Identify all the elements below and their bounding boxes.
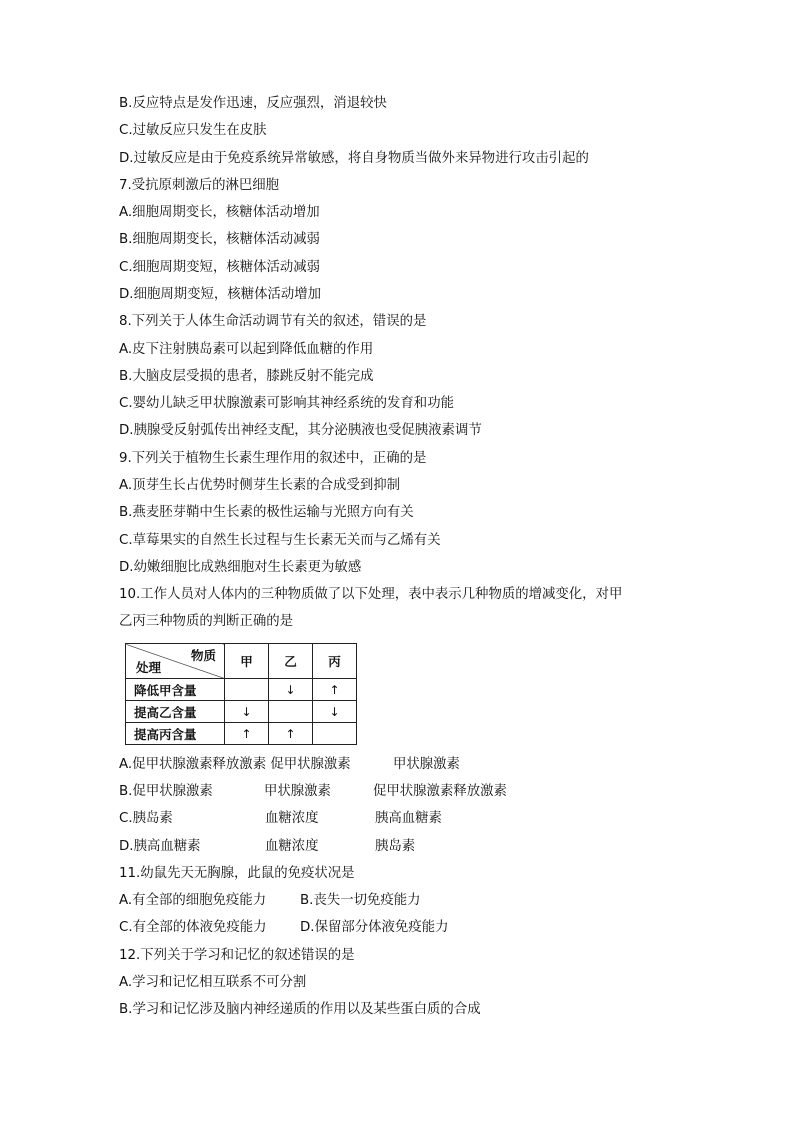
q6-option-d: D.过敏反应是由于免疫系统异常敏感，将自身物质当做外来异物进行攻击引起的: [119, 151, 589, 166]
table-cell: ↑: [225, 723, 269, 745]
q7-option-c: C.细胞周期变短，核糖体活动减弱: [119, 260, 321, 275]
table-row: [126, 723, 357, 745]
option-text: B.促甲状腺激素: [119, 784, 213, 799]
q10-option-a: [119, 755, 679, 775]
table-row: [126, 701, 357, 723]
option-text: C.胰岛素: [119, 811, 173, 826]
option-text: A.有全部的细胞免疫能力: [119, 893, 267, 908]
option-text: D.保留部分体液免疫能力: [300, 920, 449, 935]
q9-option-d: D.幼嫩细胞比成熟细胞对生长素更为敏感: [119, 560, 362, 575]
option-text: A.促甲状腺激素释放激素 促甲状腺激素: [119, 757, 351, 772]
q9-option-c: C.草莓果实的自然生长过程与生长素无关而与乙烯有关: [119, 533, 441, 548]
column-header: 乙: [269, 644, 313, 679]
option-text: D.胰高血糖素: [119, 839, 201, 854]
q11-options-row1: [119, 891, 679, 911]
column-header: 丙: [313, 644, 357, 679]
q8-option-c: C.婴幼儿缺乏甲状腺激素可影响其神经系统的发育和功能: [119, 396, 454, 411]
option-text: 胰高血糖素: [375, 811, 442, 826]
table-corner-cell: [126, 644, 225, 679]
table-cell: [313, 723, 357, 745]
q9-stem: 9.下列关于植物生长素生理作用的叙述中，正确的是: [119, 451, 427, 466]
q9-option-a: A.顶芽生长占优势时侧芽生长素的合成受到抑制: [119, 478, 400, 493]
q10-option-d: [119, 837, 679, 857]
q11-stem: 11.幼鼠先天无胸腺，此鼠的免疫状况是: [119, 866, 355, 881]
table-cell: [225, 679, 269, 701]
table-cell: ↑: [269, 723, 313, 745]
table-row: [126, 679, 357, 701]
q10-option-b: [119, 782, 679, 802]
column-header: 甲: [225, 644, 269, 679]
row-header: 降低甲含量: [126, 679, 225, 701]
option-text: 促甲状腺激素释放激素: [373, 784, 507, 799]
option-text: 血糖浓度: [265, 811, 319, 826]
q10-stem-line1: 10.工作人员对人体内的三种物质做了以下处理，表中表示几种物质的增减变化，对甲: [119, 587, 623, 602]
q8-stem: 8.下列关于人体生命活动调节有关的叙述，错误的是: [119, 314, 427, 329]
q12-option-b: B.学习和记忆涉及脑内神经递质的作用以及某些蛋白质的合成: [119, 1002, 481, 1017]
q10-table: [125, 643, 357, 745]
option-text: 胰岛素: [375, 839, 416, 854]
q8-option-d: D.胰腺受反射弧传出神经支配，其分泌胰液也受促胰液素调节: [119, 423, 482, 438]
corner-bottom-label: 处理: [136, 660, 162, 675]
option-text: 血糖浓度: [265, 839, 319, 854]
table-cell: ↑: [313, 679, 357, 701]
q12-stem: 12.下列关于学习和记忆的叙述错误的是: [119, 948, 355, 963]
q7-option-a: A.细胞周期变长，核糖体活动增加: [119, 205, 320, 220]
q7-option-b: B.细胞周期变长，核糖体活动减弱: [119, 232, 320, 247]
row-header: 提高乙含量: [126, 701, 225, 723]
option-text: C.有全部的体液免疫能力: [119, 920, 267, 935]
table-header-row: [126, 644, 357, 679]
table-cell: ↓: [313, 701, 357, 723]
option-text: 甲状腺激素: [393, 757, 460, 772]
option-text: 甲状腺激素: [264, 784, 331, 799]
table-cell: ↓: [225, 701, 269, 723]
q6-option-b: B.反应特点是发作迅速，反应强烈，消退较快: [119, 96, 387, 111]
q11-options-row2: [119, 918, 679, 938]
q10-stem-line2: 乙丙三种物质的判断正确的是: [119, 614, 294, 629]
table-cell: ↓: [269, 679, 313, 701]
q6-option-c: C.过敏反应只发生在皮肤: [119, 123, 267, 138]
q9-option-b: B.燕麦胚芽鞘中生长素的极性运输与光照方向有关: [119, 505, 414, 520]
q8-option-a: A.皮下注射胰岛素可以起到降低血糖的作用: [119, 342, 374, 357]
q8-option-b: B.大脑皮层受损的患者，膝跳反射不能完成: [119, 369, 374, 384]
q7-option-d: D.细胞周期变短，核糖体活动增加: [119, 287, 322, 302]
q12-option-a: A.学习和记忆相互联系不可分割: [119, 975, 307, 990]
q10-option-c: [119, 809, 679, 829]
corner-top-label: 物质: [190, 648, 216, 663]
q7-stem: 7.受抗原刺激后的淋巴细胞: [119, 178, 280, 193]
option-text: B.丧失一切免疫能力: [300, 893, 421, 908]
row-header: 提高丙含量: [126, 723, 225, 745]
table-cell: [269, 701, 313, 723]
